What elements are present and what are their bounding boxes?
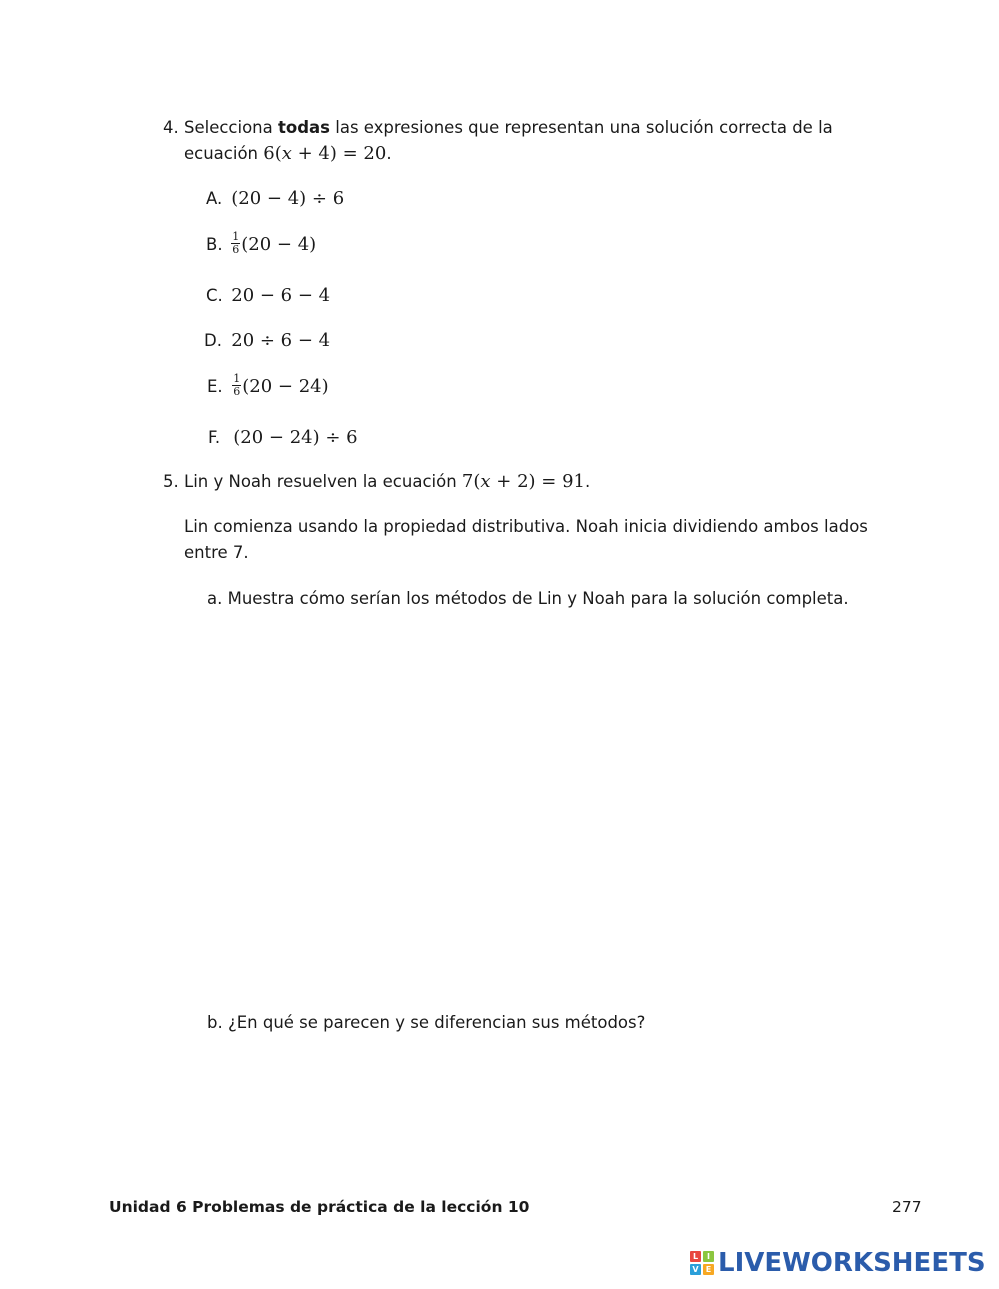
- option-b[interactable]: [206, 232, 316, 258]
- q5-equation: [462, 471, 585, 492]
- q4-eq-rest: + 4) = 20: [291, 143, 387, 164]
- option-e-frac-den: 6: [233, 385, 241, 398]
- option-f-expr: (20 − 24) ÷ 6: [233, 427, 358, 448]
- logo-wordmark: LIVEWORKSHEETS: [718, 1248, 986, 1278]
- q4-line2: [184, 141, 392, 167]
- q5-eq-rest: + 2) = 91: [490, 471, 585, 492]
- logo-tile-e: E: [703, 1264, 714, 1275]
- q5-intro: Lin y Noah resuelven la ecuación: [184, 472, 462, 491]
- option-c-label: C.: [206, 286, 223, 305]
- q4-number: 4.: [163, 118, 179, 137]
- q5-line1: [163, 469, 590, 495]
- q4-eq-var: x: [281, 143, 292, 164]
- option-c[interactable]: [206, 283, 330, 309]
- option-e-frac-num: 1: [233, 372, 241, 385]
- option-c-expr: 20 − 6 − 4: [231, 285, 331, 306]
- part-a-answer-area[interactable]: [206, 620, 886, 1000]
- logo-tile-i: I: [703, 1251, 714, 1262]
- q4-bold-todas: todas: [278, 118, 330, 137]
- option-a[interactable]: [206, 186, 344, 212]
- q4-text-b: las expresiones que representan una solución correcta de la: [330, 118, 833, 137]
- option-e-expr: (20 − 24): [242, 376, 329, 397]
- option-d[interactable]: [204, 328, 330, 354]
- q4-line2-text: ecuación: [184, 144, 264, 163]
- option-d-label: D.: [204, 331, 222, 350]
- footer-unit-title: Unidad 6 Problemas de práctica de la lección 10: [109, 1198, 530, 1216]
- q5-part-b: b. ¿En qué se parecen y se diferencian sus métodos?: [207, 1013, 646, 1032]
- q4-line2-end: .: [386, 144, 392, 163]
- page-number: 277: [892, 1198, 922, 1216]
- option-b-frac-num: 1: [232, 230, 240, 243]
- option-b-fraction: [231, 231, 240, 256]
- liveworksheets-logo: [690, 1248, 986, 1278]
- q5-para-line2: entre 7.: [184, 543, 249, 562]
- logo-tiles-icon: [690, 1251, 714, 1275]
- option-e[interactable]: [207, 374, 329, 400]
- option-e-label: E.: [207, 377, 223, 396]
- option-e-fraction: [232, 373, 241, 398]
- option-f-label: F.: [208, 428, 221, 447]
- option-a-expr: (20 − 4) ÷ 6: [231, 188, 345, 209]
- option-b-frac-den: 6: [232, 243, 240, 256]
- q5-eq-var: x: [480, 471, 491, 492]
- logo-tile-v: V: [690, 1264, 701, 1275]
- q4-equation: [263, 143, 386, 164]
- logo-tile-l: L: [690, 1251, 701, 1262]
- option-d-expr: 20 ÷ 6 − 4: [231, 330, 331, 351]
- q4-text-a: Selecciona: [184, 118, 278, 137]
- option-b-label: B.: [206, 235, 223, 254]
- q5-number: 5.: [163, 472, 179, 491]
- option-f[interactable]: [208, 425, 358, 451]
- q4-eq-coef: 6(: [263, 143, 282, 164]
- option-a-label: A.: [206, 189, 223, 208]
- part-b-answer-area[interactable]: [206, 1044, 886, 1184]
- option-b-expr: (20 − 4): [241, 234, 317, 255]
- q4-line1: [163, 115, 833, 141]
- q5-part-a: a. Muestra cómo serían los métodos de Lin y Noah para la solución completa.: [207, 589, 849, 608]
- q5-eq-coef: 7(: [461, 471, 481, 492]
- q5-intro-end: .: [584, 472, 591, 491]
- q5-para-line1: Lin comienza usando la propiedad distributiva. Noah inicia dividiendo ambos lados: [184, 517, 868, 536]
